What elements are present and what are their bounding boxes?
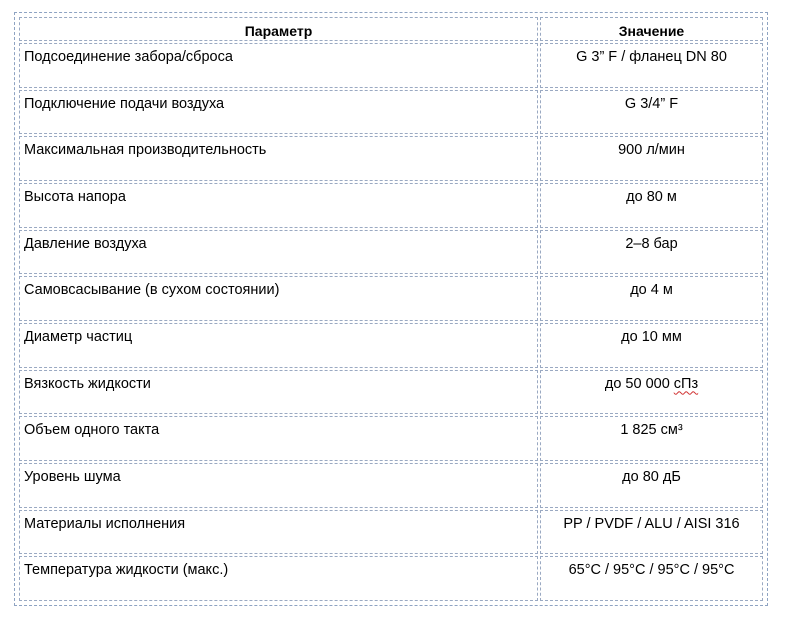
row-value: до 10 мм [540,323,763,368]
table-row [19,43,763,88]
row-value: 65°C / 95°C / 95°C / 95°C [540,556,763,601]
table-row [19,370,763,415]
row-parameter: Давление воздуха [19,230,538,275]
table-row [19,90,763,135]
spec-table-container [14,12,768,606]
row-value [540,370,763,415]
row-parameter: Уровень шума [19,463,538,508]
row-parameter: Максимальная производительность [19,136,538,181]
table-row [19,183,763,228]
row-parameter: Высота напора [19,183,538,228]
row-value: до 4 м [540,276,763,321]
spec-table [17,15,765,603]
row-value: 1 825 см³ [540,416,763,461]
header-value: Значение [540,17,763,41]
header-parameter: Параметр [19,17,538,41]
value-number: до 50 000 [604,375,674,392]
row-parameter: Материалы исполнения [19,510,538,555]
row-value: 2–8 бар [540,230,763,275]
row-value: PP / PVDF / ALU / AISI 316 [540,510,763,555]
table-row [19,510,763,555]
row-parameter: Самовсасывание (в сухом состоянии) [19,276,538,321]
table-row [19,416,763,461]
row-parameter: Объем одного такта [19,416,538,461]
row-parameter: Подключение подачи воздуха [19,90,538,135]
row-value: до 80 м [540,183,763,228]
table-row [19,556,763,601]
row-value: до 80 дБ [540,463,763,508]
table-row [19,323,763,368]
row-parameter: Вязкость жидкости [19,370,538,415]
table-row [19,230,763,275]
row-value: 900 л/мин [540,136,763,181]
table-row [19,463,763,508]
row-parameter: Температура жидкости (макс.) [19,556,538,601]
spellcheck-flagged-unit[interactable]: сПз [673,375,699,392]
row-value: G 3/4” F [540,90,763,135]
table-header-row [19,17,763,41]
table-row [19,136,763,181]
row-parameter: Диаметр частиц [19,323,538,368]
row-parameter: Подсоединение забора/сброса [19,43,538,88]
table-row [19,276,763,321]
row-value: G 3” F / фланец DN 80 [540,43,763,88]
